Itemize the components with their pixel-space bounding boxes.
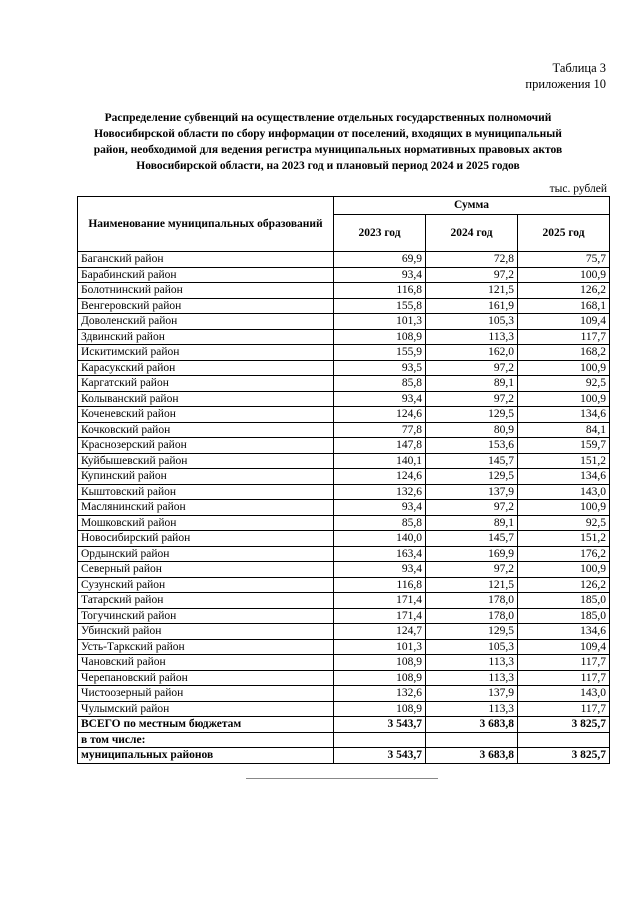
table-row	[78, 345, 610, 361]
value-2025-cell: 92,5	[518, 515, 610, 531]
district-name-cell: Коченевский район	[78, 407, 334, 423]
district-name-cell: Чановский район	[78, 655, 334, 671]
district-name-cell: Купинский район	[78, 469, 334, 485]
value-2023-cell: 124,6	[334, 407, 426, 423]
document-title: Распределение субвенций на осуществление отдельных государственных полномочий Новосибирской области по сбору информации от поселений, входящих в муниципальный район, необходимой для ведения регистра муниципальных нормативных правовых актов Новосибирской области, на 2023 год и плановый период 2024 и 2025 годов	[93, 112, 563, 172]
value-2025-cell: 100,9	[518, 562, 610, 578]
value-2023-cell: 171,4	[334, 608, 426, 624]
value-2023-cell: 69,9	[334, 252, 426, 268]
header-2024: 2024 год	[426, 215, 518, 252]
value-2025-cell: 159,7	[518, 438, 610, 454]
total-2024: 3 683,8	[426, 717, 518, 733]
value-2024-cell: 72,8	[426, 252, 518, 268]
value-2024-cell: 97,2	[426, 562, 518, 578]
including-label: в том числе:	[78, 732, 334, 748]
table-row	[78, 329, 610, 345]
value-2024-cell: 178,0	[426, 608, 518, 624]
value-2024-cell: 105,3	[426, 639, 518, 655]
value-2023-cell: 93,4	[334, 267, 426, 283]
including-2023	[334, 732, 426, 748]
value-2023-cell: 108,9	[334, 701, 426, 717]
value-2025-cell: 143,0	[518, 484, 610, 500]
table-row	[78, 577, 610, 593]
value-2025-cell: 151,2	[518, 453, 610, 469]
footer-separator-line	[246, 778, 438, 779]
table-row	[78, 639, 610, 655]
total-row	[78, 717, 610, 733]
table-row	[78, 407, 610, 423]
value-2025-cell: 134,6	[518, 624, 610, 640]
value-2023-cell: 132,6	[334, 686, 426, 702]
municipal-2024: 3 683,8	[426, 748, 518, 764]
table-row	[78, 360, 610, 376]
value-2023-cell: 171,4	[334, 593, 426, 609]
table-number: Таблица 3	[552, 61, 606, 75]
table-body	[78, 252, 610, 717]
table-row	[78, 453, 610, 469]
value-2024-cell: 80,9	[426, 422, 518, 438]
value-2023-cell: 116,8	[334, 283, 426, 299]
value-2023-cell: 116,8	[334, 577, 426, 593]
value-2025-cell: 176,2	[518, 546, 610, 562]
value-2024-cell: 113,3	[426, 670, 518, 686]
value-2024-cell: 89,1	[426, 515, 518, 531]
value-2025-cell: 126,2	[518, 577, 610, 593]
district-name-cell: Венгеровский район	[78, 298, 334, 314]
header-2025: 2025 год	[518, 215, 610, 252]
table-row	[78, 298, 610, 314]
table-reference	[525, 60, 606, 92]
value-2025-cell: 168,2	[518, 345, 610, 361]
value-2023-cell: 85,8	[334, 515, 426, 531]
value-2023-cell: 93,4	[334, 562, 426, 578]
table-row	[78, 531, 610, 547]
table-row	[78, 670, 610, 686]
value-2023-cell: 132,6	[334, 484, 426, 500]
table-row	[78, 686, 610, 702]
table-row	[78, 701, 610, 717]
value-2025-cell: 168,1	[518, 298, 610, 314]
value-2025-cell: 134,6	[518, 469, 610, 485]
value-2024-cell: 121,5	[426, 283, 518, 299]
value-2024-cell: 145,7	[426, 531, 518, 547]
table-row	[78, 438, 610, 454]
district-name-cell: Колыванский район	[78, 391, 334, 407]
value-2025-cell: 109,4	[518, 314, 610, 330]
district-name-cell: Доволенский район	[78, 314, 334, 330]
table-row	[78, 546, 610, 562]
district-name-cell: Болотнинский район	[78, 283, 334, 299]
including-2025	[518, 732, 610, 748]
table-row	[78, 391, 610, 407]
district-name-cell: Тогучинский район	[78, 608, 334, 624]
table-row	[78, 624, 610, 640]
total-2025: 3 825,7	[518, 717, 610, 733]
value-2023-cell: 93,4	[334, 391, 426, 407]
value-2024-cell: 121,5	[426, 577, 518, 593]
value-2024-cell: 129,5	[426, 624, 518, 640]
district-name-cell: Маслянинский район	[78, 500, 334, 516]
appendix-number: приложения 10	[525, 77, 606, 91]
district-name-cell: Черепановский район	[78, 670, 334, 686]
value-2023-cell: 108,9	[334, 329, 426, 345]
value-2023-cell: 101,3	[334, 314, 426, 330]
table-row	[78, 267, 610, 283]
including-row	[78, 732, 610, 748]
value-2023-cell: 140,0	[334, 531, 426, 547]
value-2025-cell: 134,6	[518, 407, 610, 423]
district-name-cell: Карасукский район	[78, 360, 334, 376]
value-2023-cell: 108,9	[334, 655, 426, 671]
value-2025-cell: 117,7	[518, 670, 610, 686]
value-2023-cell: 155,8	[334, 298, 426, 314]
value-2025-cell: 143,0	[518, 686, 610, 702]
municipal-label: муниципальных районов	[78, 748, 334, 764]
value-2024-cell: 169,9	[426, 546, 518, 562]
subsidy-table	[77, 196, 610, 764]
table-row	[78, 422, 610, 438]
district-name-cell: Северный район	[78, 562, 334, 578]
units-label: тыс. рублей	[549, 183, 607, 195]
value-2024-cell: 113,3	[426, 329, 518, 345]
table-row	[78, 500, 610, 516]
value-2023-cell: 108,9	[334, 670, 426, 686]
value-2023-cell: 147,8	[334, 438, 426, 454]
table-row	[78, 608, 610, 624]
district-name-cell: Мошковский район	[78, 515, 334, 531]
value-2023-cell: 124,7	[334, 624, 426, 640]
value-2024-cell: 162,0	[426, 345, 518, 361]
value-2024-cell: 153,6	[426, 438, 518, 454]
district-name-cell: Убинский район	[78, 624, 334, 640]
value-2023-cell: 85,8	[334, 376, 426, 392]
value-2025-cell: 117,7	[518, 329, 610, 345]
value-2025-cell: 92,5	[518, 376, 610, 392]
value-2025-cell: 126,2	[518, 283, 610, 299]
value-2025-cell: 84,1	[518, 422, 610, 438]
value-2025-cell: 117,7	[518, 655, 610, 671]
district-name-cell: Каргатский район	[78, 376, 334, 392]
district-name-cell: Баганский район	[78, 252, 334, 268]
header-2023: 2023 год	[334, 215, 426, 252]
value-2024-cell: 97,2	[426, 360, 518, 376]
value-2025-cell: 100,9	[518, 267, 610, 283]
table-row	[78, 314, 610, 330]
value-2023-cell: 101,3	[334, 639, 426, 655]
municipal-row	[78, 748, 610, 764]
total-label: ВСЕГО по местным бюджетам	[78, 717, 334, 733]
table-row	[78, 593, 610, 609]
district-name-cell: Краснозерский район	[78, 438, 334, 454]
municipal-2023: 3 543,7	[334, 748, 426, 764]
including-2024	[426, 732, 518, 748]
value-2024-cell: 161,9	[426, 298, 518, 314]
district-name-cell: Барабинский район	[78, 267, 334, 283]
value-2024-cell: 97,2	[426, 500, 518, 516]
value-2024-cell: 129,5	[426, 407, 518, 423]
value-2024-cell: 178,0	[426, 593, 518, 609]
district-name-cell: Татарский район	[78, 593, 334, 609]
value-2025-cell: 109,4	[518, 639, 610, 655]
value-2025-cell: 117,7	[518, 701, 610, 717]
value-2025-cell: 100,9	[518, 391, 610, 407]
header-sum: Сумма	[334, 197, 610, 215]
value-2023-cell: 163,4	[334, 546, 426, 562]
value-2024-cell: 145,7	[426, 453, 518, 469]
value-2025-cell: 100,9	[518, 500, 610, 516]
district-name-cell: Новосибирский район	[78, 531, 334, 547]
value-2025-cell: 100,9	[518, 360, 610, 376]
district-name-cell: Ордынский район	[78, 546, 334, 562]
table-row	[78, 252, 610, 268]
header-name: Наименование муниципальных образований	[78, 197, 334, 252]
value-2024-cell: 137,9	[426, 686, 518, 702]
table-row	[78, 562, 610, 578]
value-2025-cell: 75,7	[518, 252, 610, 268]
district-name-cell: Чулымский район	[78, 701, 334, 717]
value-2023-cell: 124,6	[334, 469, 426, 485]
value-2024-cell: 129,5	[426, 469, 518, 485]
table-row	[78, 484, 610, 500]
district-name-cell: Искитимский район	[78, 345, 334, 361]
district-name-cell: Сузунский район	[78, 577, 334, 593]
value-2023-cell: 93,4	[334, 500, 426, 516]
district-name-cell: Кочковский район	[78, 422, 334, 438]
value-2025-cell: 185,0	[518, 608, 610, 624]
district-name-cell: Усть-Таркский район	[78, 639, 334, 655]
table-row	[78, 283, 610, 299]
value-2023-cell: 155,9	[334, 345, 426, 361]
district-name-cell: Куйбышевский район	[78, 453, 334, 469]
value-2023-cell: 77,8	[334, 422, 426, 438]
table-row	[78, 376, 610, 392]
table-row	[78, 469, 610, 485]
municipal-2025: 3 825,7	[518, 748, 610, 764]
district-name-cell: Чистоозерный район	[78, 686, 334, 702]
value-2024-cell: 113,3	[426, 701, 518, 717]
total-2023: 3 543,7	[334, 717, 426, 733]
table-row	[78, 515, 610, 531]
district-name-cell: Здвинский район	[78, 329, 334, 345]
value-2025-cell: 151,2	[518, 531, 610, 547]
district-name-cell: Кыштовский район	[78, 484, 334, 500]
value-2024-cell: 89,1	[426, 376, 518, 392]
value-2023-cell: 140,1	[334, 453, 426, 469]
table-row	[78, 655, 610, 671]
value-2024-cell: 137,9	[426, 484, 518, 500]
value-2024-cell: 113,3	[426, 655, 518, 671]
value-2025-cell: 185,0	[518, 593, 610, 609]
value-2023-cell: 93,5	[334, 360, 426, 376]
value-2024-cell: 97,2	[426, 267, 518, 283]
value-2024-cell: 97,2	[426, 391, 518, 407]
value-2024-cell: 105,3	[426, 314, 518, 330]
